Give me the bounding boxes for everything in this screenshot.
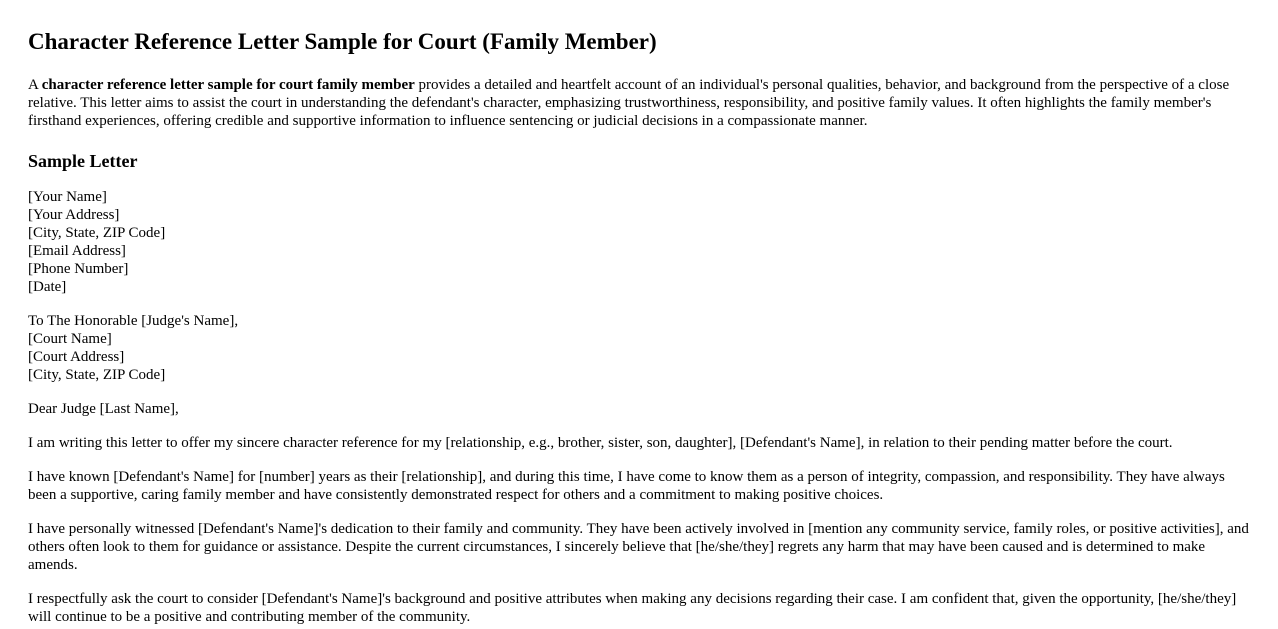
page-title: Character Reference Letter Sample for Court (Family Member)	[28, 29, 657, 54]
recipient-court-name: [Court Name]	[28, 331, 112, 347]
letter-paragraph: I respectfully ask the court to consider [Defendant's Name]'s background and positive attributes when making any decisions regarding their case. I am confident that, given the opportunity, [he/she/they] will continue to be a positive and contributing member of the community.	[28, 591, 1237, 625]
sender-email: [Email Address]	[28, 243, 126, 259]
sender-name: [Your Name]	[28, 189, 107, 205]
salutation: Dear Judge [Last Name],	[28, 401, 179, 417]
letter-paragraph: I have personally witnessed [Defendant's Name]'s dedication to their family and community. They have been actively involved in [mention any community service, family roles, or positive activities], and others often look to them for guidance or assistance. Despite the current circumstances, I sincerely believe that [he/she/they] regrets any harm that may have been caused and is determined to make amends.	[28, 521, 1249, 573]
letter-paragraph: I am writing this letter to offer my sincere character reference for my [relationship, e.g., brother, sister, son, daughter], [Defendant's Name], in relation to their pending matter before the court.	[28, 435, 1173, 451]
sender-city-state-zip: [City, State, ZIP Code]	[28, 225, 166, 241]
sender-address-block	[28, 188, 1250, 296]
intro-bold-phrase: character reference letter sample for court family member	[41, 77, 415, 93]
intro-paragraph	[28, 76, 1246, 130]
document-page	[0, 28, 1278, 626]
intro-prefix: A	[28, 77, 42, 93]
recipient-city-state-zip: [City, State, ZIP Code]	[28, 367, 166, 383]
sample-letter-heading: Sample Letter	[28, 151, 138, 171]
letter-paragraph: I have known [Defendant's Name] for [number] years as their [relationship], and during this time, I have come to know them as a person of integrity, compassion, and responsibility. They have always been a supportive, caring family member and have consistently demonstrated respect for others and a commitment to making positive choices.	[28, 469, 1225, 503]
recipient-court-address: [Court Address]	[28, 349, 125, 365]
letter-date: [Date]	[28, 279, 67, 295]
sender-address: [Your Address]	[28, 207, 120, 223]
intro-rest: provides a detailed and heartfelt account of an individual's personal qualities, behavior, and background from the perspective of a close relative. This letter aims to assist the court in understanding the defendant's character, emphasizing trustworthiness, responsibility, and positive family values. It often highlights the family member's firsthand experiences, offering credible and supportive information to influence sentencing or judicial decisions in a compassionate manner.	[28, 77, 1230, 129]
recipient-address-block	[28, 312, 1250, 384]
recipient-judge: To The Honorable [Judge's Name],	[28, 313, 239, 329]
sender-phone: [Phone Number]	[28, 261, 129, 277]
